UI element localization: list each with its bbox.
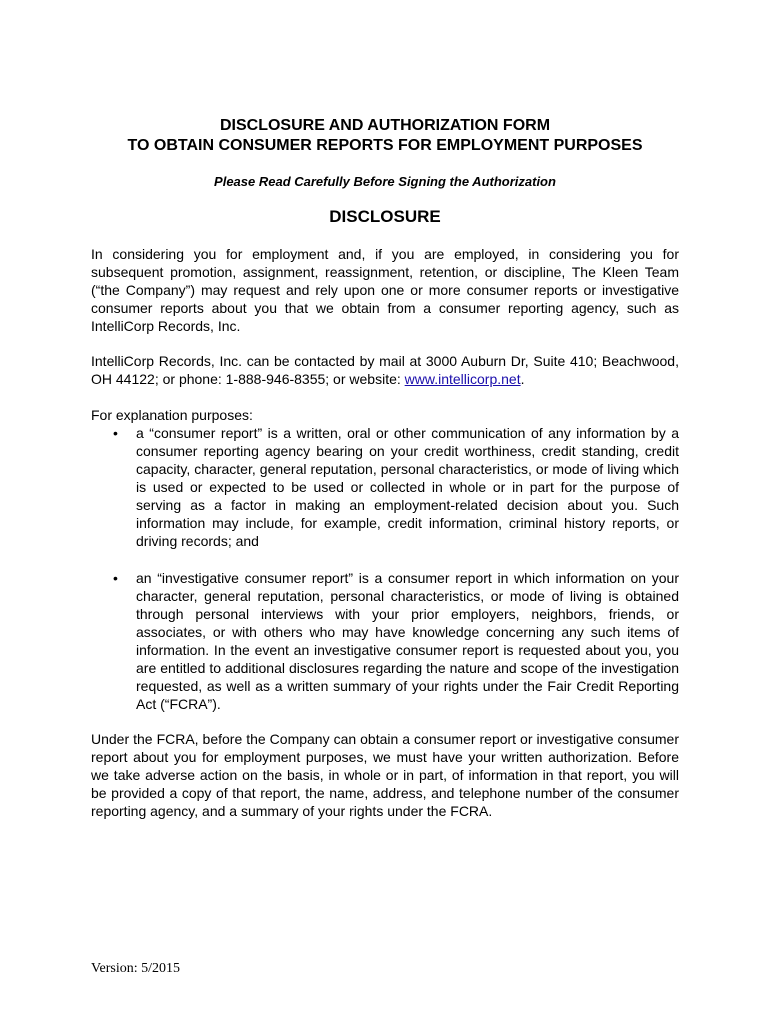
bullet-list-2 <box>91 569 679 713</box>
paragraph-contact <box>91 352 679 388</box>
paragraph-intro: In considering you for employment and, if you are employed, in considering you for subsequent promotion, assignment, reassignment, retention, or discipline, The Kleen Team (“the Company”) may request and rely upon one or more consumer reports or investigative consumer reports about you that we obtain from a consumer reporting agency, such as IntelliCorp Records, Inc. <box>91 246 679 334</box>
list-item <box>91 424 679 550</box>
intellicorp-link[interactable]: www.intellicorp.net <box>404 371 521 387</box>
bullet-text-consumer-report: a “consumer report” is a written, oral or other communication of any information by a consumer reporting agency bearing on your credit worthiness, credit standing, credit capacity, character, general reputation, personal characteristics, or mode of living which is used or expected to be used or collected in whole or in part for the purpose of serving as a factor in making an employment-related decision about you. Such information may include, for example, credit information, criminal history reports, or driving records; and <box>136 425 679 549</box>
bullet-icon: • <box>113 570 118 586</box>
contact-period: . <box>520 371 525 387</box>
title-line-2: TO OBTAIN CONSUMER REPORTS FOR EMPLOYMENT PURPOSES <box>127 137 643 154</box>
form-title <box>0 116 770 156</box>
bullet-list-1 <box>91 424 679 550</box>
bullet-text-investigative-report: an “investigative consumer report” is a consumer report in which information on your character, general reputation, personal characteristics, or mode of living is obtained through personal interviews with your prior employers, neighbors, friends, or associates, or with others who may have knowledge concerning any such items of information. In the event an investigative consumer report is requested about you, you are entitled to additional disclosures regarding the nature and scope of the investigation requested, as well as a written summary of your rights under the Fair Credit Reporting Act (“FCRA”). <box>136 570 679 712</box>
subtitle: Please Read Carefully Before Signing the Authorization <box>214 174 556 189</box>
version-label: Version: 5/2015 <box>91 961 181 976</box>
paragraph-explanation: For explanation purposes: <box>91 407 253 423</box>
contact-text: IntelliCorp Records, Inc. can be contacted by mail at 3000 Auburn Dr, Suite 410; Beachwood, OH 44122; or phone: 1-888-946-8355; or website: <box>91 353 679 387</box>
paragraph-fcra: Under the FCRA, before the Company can obtain a consumer report or investigative consumer report about you for employment purposes, we must have your written authorization. Before we take adverse action on the basis, in whole or in part, of information in that report, you will be provided a copy of that report, the name, address, and telephone number of the consumer reporting agency, and a summary of your rights under the FCRA. <box>91 731 679 819</box>
section-heading: DISCLOSURE <box>329 207 441 226</box>
list-item <box>91 569 679 713</box>
bullet-icon: • <box>113 425 118 441</box>
title-line-1: DISCLOSURE AND AUTHORIZATION FORM <box>219 117 551 134</box>
